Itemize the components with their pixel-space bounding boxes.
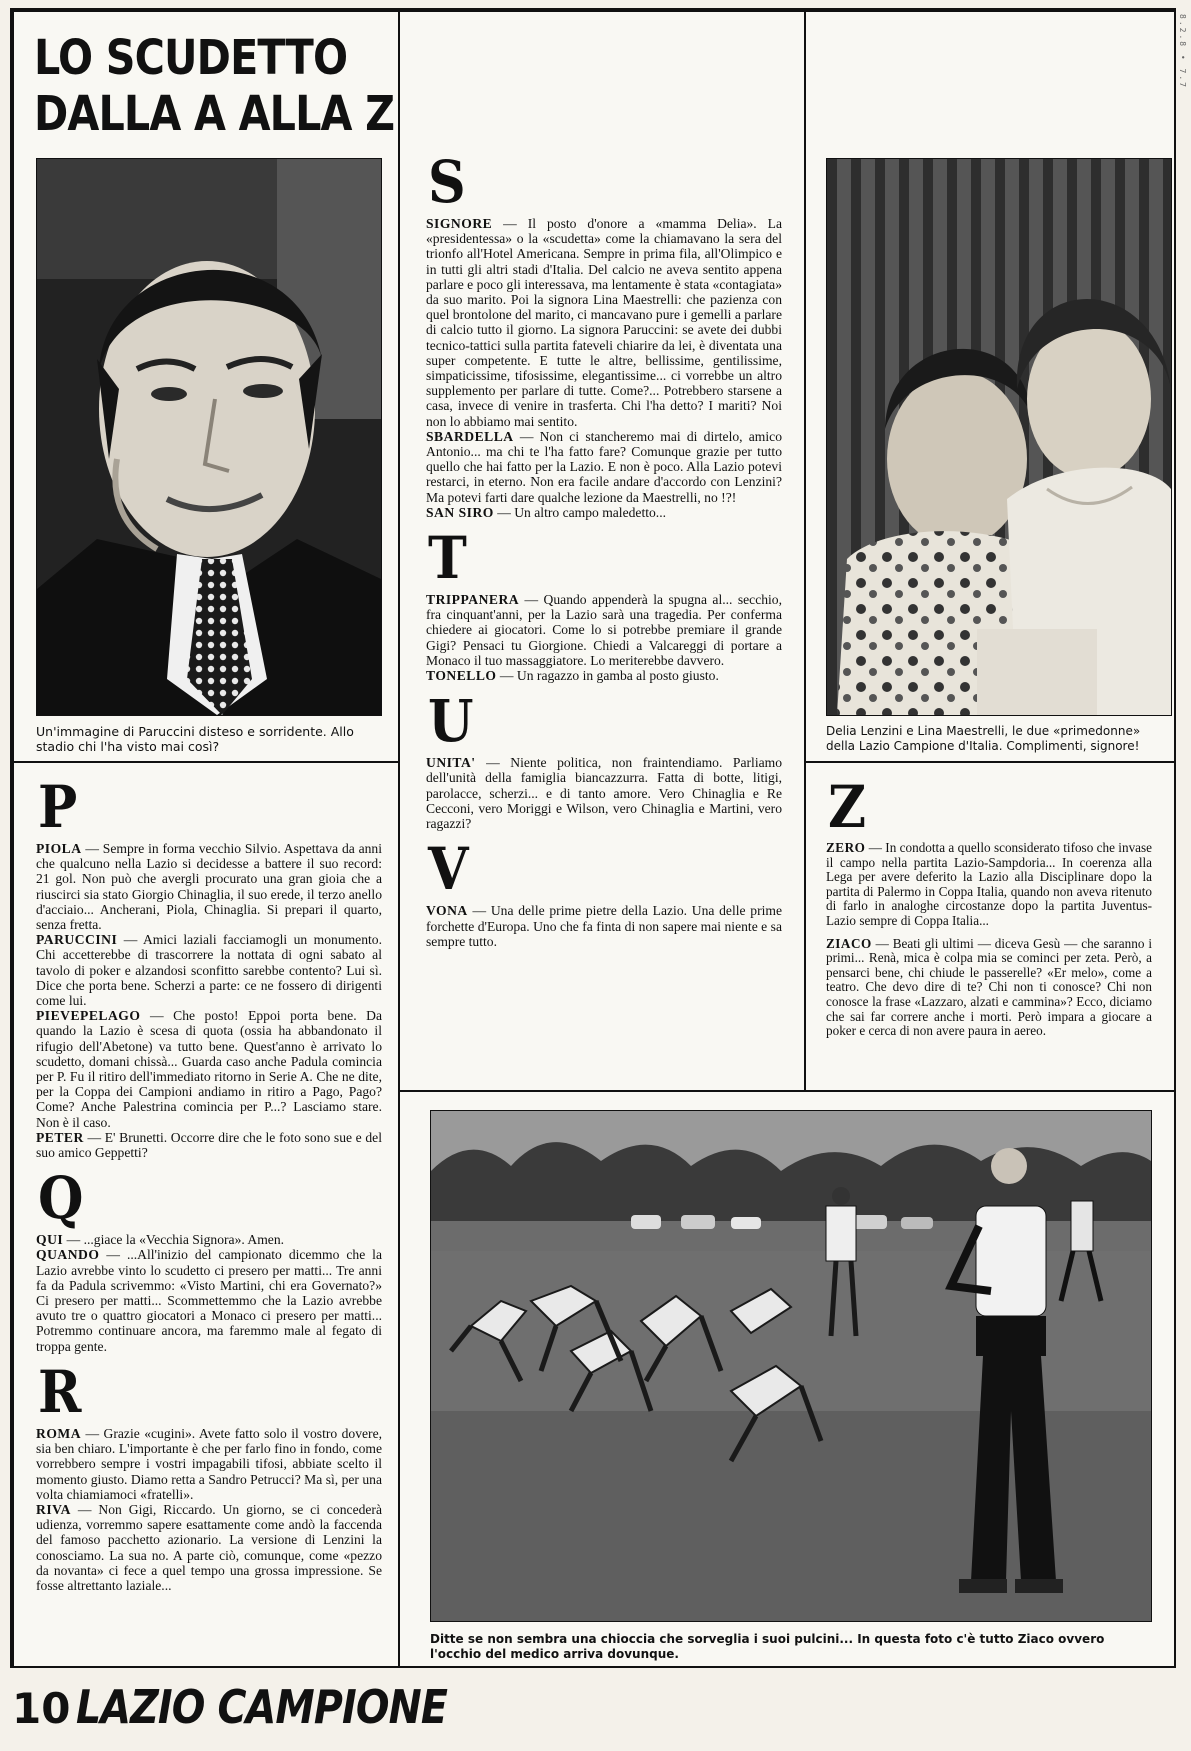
entry-pievepelago: [36, 1008, 382, 1130]
page-frame: [10, 8, 1176, 1668]
training-photo-box: [398, 1090, 1176, 1668]
entry-text: — E' Brunetti. Occorre dire che le foto sono sue e del suo amico Geppetti?: [36, 1129, 382, 1161]
portrait-photo: [36, 158, 382, 716]
entry-text: — ...All'inizio del campionato dicemmo che la Lazio avrebbe vinto lo scudetto ci presero per matti... Tre anni fa da Padula scrivemmo: «Visto Martini, chi era Governato?» Ci presero per matti... Scommettemmo che la Lazio avrebbe avuto tre o quattro giocatori a Monaco ci presero per matti... Potremmo continuare ancora, ma faremmo male al fegato di troppa gente.: [36, 1247, 382, 1354]
training-image: [431, 1111, 1151, 1621]
entry-text: — Un ragazzo in gamba al posto giusto.: [499, 668, 719, 684]
entry-term: PIOLA: [36, 841, 82, 856]
entry-peter: [36, 1130, 382, 1160]
entry-term: PIEVEPELAGO: [36, 1008, 141, 1024]
entry-term: ZIACO: [826, 935, 872, 951]
entry-text: — Beati gli ultimi — diceva Gesù — che saranno i primi... Renà, mica è colpa mia se cominci per zeta. Però, a pensarci bene, chi chiude le passerelle? «Er melo», come a teatro. Che devo dire di te? Chi non ti conosce? Chi non conosce la frase «Lazzaro, alzati e cammina»? Ecco, diciamo che sai far correre anche i morti. Però impara a giocare a poker e cerca di non avere paura in aereo.: [826, 935, 1152, 1039]
page-title-line1: LO SCUDETTO: [34, 30, 348, 86]
entry-paruccini: [36, 932, 382, 1008]
section-letter-v: V: [428, 835, 469, 904]
section-letter-t: T: [428, 524, 467, 593]
ladies-photo: [826, 158, 1172, 716]
entry-riva: [36, 1502, 382, 1593]
entry-term: RIVA: [36, 1501, 71, 1517]
entry-tonello: [426, 668, 782, 683]
ladies-image: [827, 159, 1171, 715]
entry-text: — Una delle prime pietre della Lazio. Una delle prime forchette d'Europa. Uno che fa finta di non sapere mai niente e sa sempre tutto.: [426, 903, 782, 949]
entries-z: [826, 841, 1152, 1039]
entries-v: [426, 903, 782, 949]
title-portrait-box: [12, 10, 400, 763]
ladies-caption: Delia Lenzini e Lina Maestrelli, le due «primedonne» della Lazio Campione d'Italia. Complimenti, signore!: [826, 724, 1141, 753]
printer-mark: 8.2.8 • 7.7: [1178, 14, 1187, 89]
page-number: 10: [12, 1684, 71, 1733]
training-photo: [430, 1110, 1152, 1622]
section-letter-q: Q: [38, 1164, 84, 1233]
entry-text: — ...giace la «Vecchia Signora». Amen.: [66, 1232, 285, 1248]
entry-ziaco: [826, 937, 1152, 1039]
entry-san-siro: [426, 505, 782, 520]
entry-term: SIGNORE: [426, 216, 493, 231]
entry-term: PETER: [36, 1129, 84, 1145]
entries-s: [426, 216, 782, 520]
letters-stuv: [426, 148, 782, 949]
entry-text: — Niente politica, non fraintendiamo. Parliamo dell'unità della famiglia biancazzurra. Fatta di botte, litigi, parolacce, scherzi... e di tanto amore. Vero Chinaglia e Re Cecconi, vero Moriggi e Wilson, vero Chinaglia e Martini, vero ragazzi?: [426, 755, 782, 832]
entries-r: [36, 1426, 382, 1593]
letters-pqr: [36, 773, 382, 1593]
entries-p: [36, 841, 382, 1160]
column-p-q-r: [12, 761, 400, 1668]
entry-roma: [36, 1426, 382, 1502]
entry-vona: [426, 903, 782, 949]
entry-term: TRIPPANERA: [426, 592, 520, 608]
section-letter-r: R: [38, 1357, 82, 1426]
portrait-caption: Un'immagine di Paruccini disteso e sorridente. Allo stadio chi l'ha visto mai così?: [36, 724, 354, 754]
entries-t: [426, 592, 782, 683]
entry-text: — Grazie «cugini». Avete fatto solo il vostro dovere, sia ben chiaro. L'importante è che per farlo fino in fondo, come vorrebbero sempre i vostri impagabili tifosi, abbiate scelto il momento giusto. Diamo retta a Sandro Petrucci? Ma sì, per una volta chiamiamoci «fratelli».: [36, 1425, 382, 1502]
entry-term: QUANDO: [36, 1247, 100, 1263]
entry-sbardella: [426, 429, 782, 505]
entries-q: [36, 1232, 382, 1354]
column-z: [804, 761, 1176, 1094]
entry-text: — Il posto d'onore a «mamma Delia». La «presidentessa» o la «scudetta» come la chiamavano la sera del trionfo all'Hotel Americana. Sempre in prima fila, all'Olimpico e in tutti gli altri stadi d'Italia. Del calcio ne aveva sentito appena parlare e poco gli interessava, ma lentamente è stata «contagiata» da suo marito. Poi la signora Lina Maestrelli: che pazienza con quel brontolone del marito, ci mancavano pure i gemelli a parlare di calcio tutto il giorno. La signora Paruccini: se avete dei dubbi tecnico-tattici sulla partita fateveli chiarire da lei, è diventata una super competente. E tutte le altre, bellissime, gentilissime, simpaticissime, tifosissime, elegantissime... ci vorrebbe un altro supplemento per parlare di tutte. Come?... Potrebbero starsene a casa, invece di venire in trasferta. Chi l'ha detto? I mariti? Noi non lo abbiamo mai sentito.: [426, 216, 782, 429]
entry-quando: [36, 1247, 382, 1353]
entry-text: — Amici laziali facciamogli un monumento. Chi accetterebbe di trascorrere la nottata di ogni sabato al tavolo di poker e alzandosi sconfitto sarebbe contento? Lui sì. Dice che porta bene. Scherzi a parte: ce ne fossero di dirigenti come lui.: [36, 932, 382, 1009]
training-caption: Ditte se non sembra una chioccia che sorveglia i suoi pulcini... In questa foto c'è tutto Ziaco ovvero l'occhio del medico arriva dovunque.: [430, 1632, 1105, 1661]
column-s-t-u-v: [398, 10, 806, 1092]
entries-u: [426, 755, 782, 831]
entry-text: — Sempre in forma vecchio Silvio. Aspettava da anni che qualcuno nella Lazio si decidesse a battere il suo record: 21 gol. Non può che avergli procurato una gran gioia che a riuscirci sia stato Giorgio Chinaglia, il suo erede, il terzo anello d'acciaio... Ancherani, Piola, Chinaglia. Si prepari il quarto, senza fretta.: [36, 841, 382, 933]
page-title: [34, 30, 394, 142]
section-letter-u: U: [428, 687, 474, 756]
entry-term: TONELLO: [426, 668, 497, 684]
entry-text: — Non ci stancheremo mai di dirtelo, amico Antonio... ma chi te l'ha fatto fare? Comunque grazie per tutto quello che hai fatto per la Lazio. E non è poco. Alla Lazio potevi restarci, in eterno. Non era facile andare d'accordo con Lenzini? Ma potevi farti dare qualche lezione da Maestrelli, no !?!: [426, 428, 782, 505]
entry-term: SBARDELLA: [426, 428, 514, 444]
entry-qui: [36, 1232, 382, 1247]
entry-signore: [426, 216, 782, 429]
entry-text: — Che posto! Eppoi porta bene. Da quando la Lazio è scesa di quota (ossia ha abbandonato il rifugio dell'Abetone) va tutto bene. Quest'anno è arrivato lo scudetto, domani chissà... Guarda caso anche Padula comincia per P. Fu il ritiro dell'immediato ritorno in Serie A. Che ne dite, per la Coppa dei Campioni andiamo in ritiro a Pago, Pago? Come? Anche Palestrina comincia per P...? Lasciamo stare. Non è il caso.: [36, 1008, 382, 1130]
magazine-title: LAZIO CAMPIONE: [76, 1680, 448, 1734]
entry-piola: [36, 841, 382, 932]
entry-trippanera: [426, 592, 782, 668]
entry-term: UNITA': [426, 755, 476, 771]
section-letter-z: Z: [828, 773, 867, 841]
entry-text: — In condotta a quello sconsiderato tifoso che invase il campo nella partita Lazio-Sampdoria... In coerenza alla Lega per avere deferito la Lazio alla Disciplinare dopo la partita di Palermo in Coppa Italia, quando non aveva ritenuto di farlo in analoghe circostanze dopo la partita Juventus-Lazio sempre di Coppa Italia...: [826, 840, 1152, 928]
ladies-photo-box: [804, 10, 1176, 763]
entry-text: — Quando appenderà la spugna al... secchio, fra cinquant'anni, per la Lazio sarà una tragedia. Per conferma chiedere ai giocatori. Come lo si potrebbe premiare il grande Gigi? Pensaci tu Giorgione. Chiedi a Valcareggi di portare a Monaco il tuo massaggiatore. Lo meriterebbe davvero.: [426, 592, 782, 668]
entry-text: — Non Gigi, Riccardo. Un giorno, se ci concederà udienza, vorremmo sapere esattamente come andò la faccenda del famoso pacchetto azionario. La versione di Lenzini la conosciamo. La sua no. A parte ciò, comunque, come «pezzo da novanta» ci fece a quel tempo una grossa impressione. Se fosse altrettanto laziale...: [36, 1501, 382, 1593]
entry-term: QUI: [36, 1232, 64, 1248]
section-letter-p: P: [38, 773, 78, 841]
entry-unita: [426, 755, 782, 831]
entry-zero: [826, 841, 1152, 929]
letters-z: [826, 773, 1152, 1039]
entry-term: ZERO: [826, 840, 866, 855]
portrait-image: [37, 159, 381, 715]
entry-term: VONA: [426, 903, 468, 919]
page-title-line2: DALLA A ALLA Z: [34, 86, 395, 142]
section-letter-s: S: [428, 148, 466, 216]
entry-term: PARUCCINI: [36, 932, 118, 948]
entry-term: SAN SIRO: [426, 504, 494, 520]
entry-text: — Un altro campo maledetto...: [497, 504, 666, 520]
entry-term: ROMA: [36, 1425, 82, 1441]
